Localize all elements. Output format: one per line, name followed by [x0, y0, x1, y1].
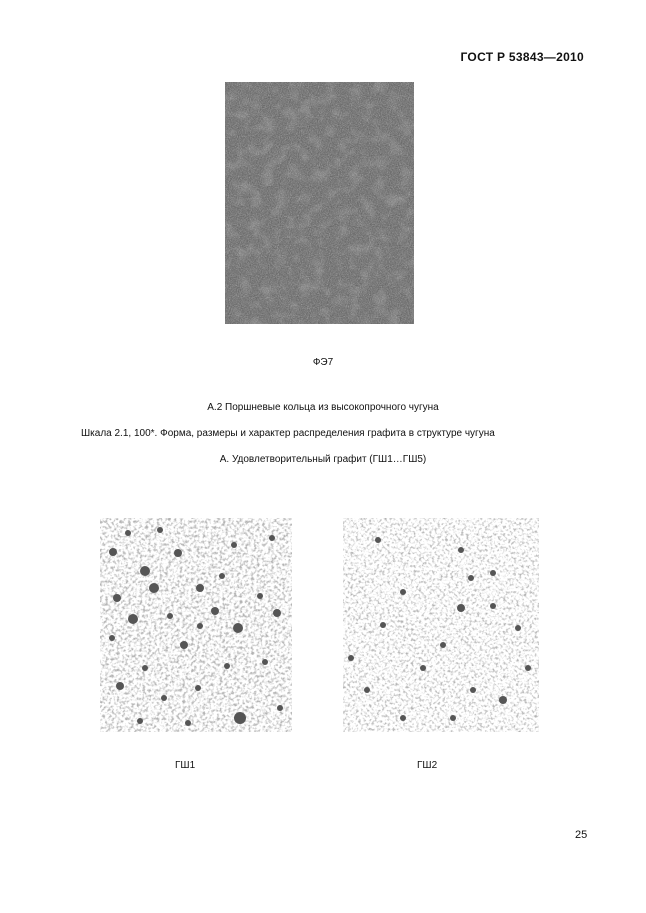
section-title: А.2 Поршневые кольца из высокопрочного чугуна [207, 402, 439, 413]
micrograph-gsh2 [343, 518, 539, 732]
standard-code: ГОСТ Р 53843—2010 [460, 50, 584, 64]
figure-caption-gsh2: ГШ2 [417, 760, 438, 771]
micrograph-gsh1 [100, 518, 292, 732]
section-subtitle: А. Удовлетворительный графит (ГШ1…ГШ5) [219, 454, 427, 465]
page-number: 25 [575, 829, 588, 841]
scale-description: Шкала 2.1, 100*. Форма, размеры и характер распределения графита в структуре чугуна [81, 428, 495, 439]
micrograph-fe7 [225, 82, 414, 324]
figure-caption-fe7: ФЭ7 [312, 357, 334, 368]
figure-caption-gsh1: ГШ1 [175, 760, 196, 771]
